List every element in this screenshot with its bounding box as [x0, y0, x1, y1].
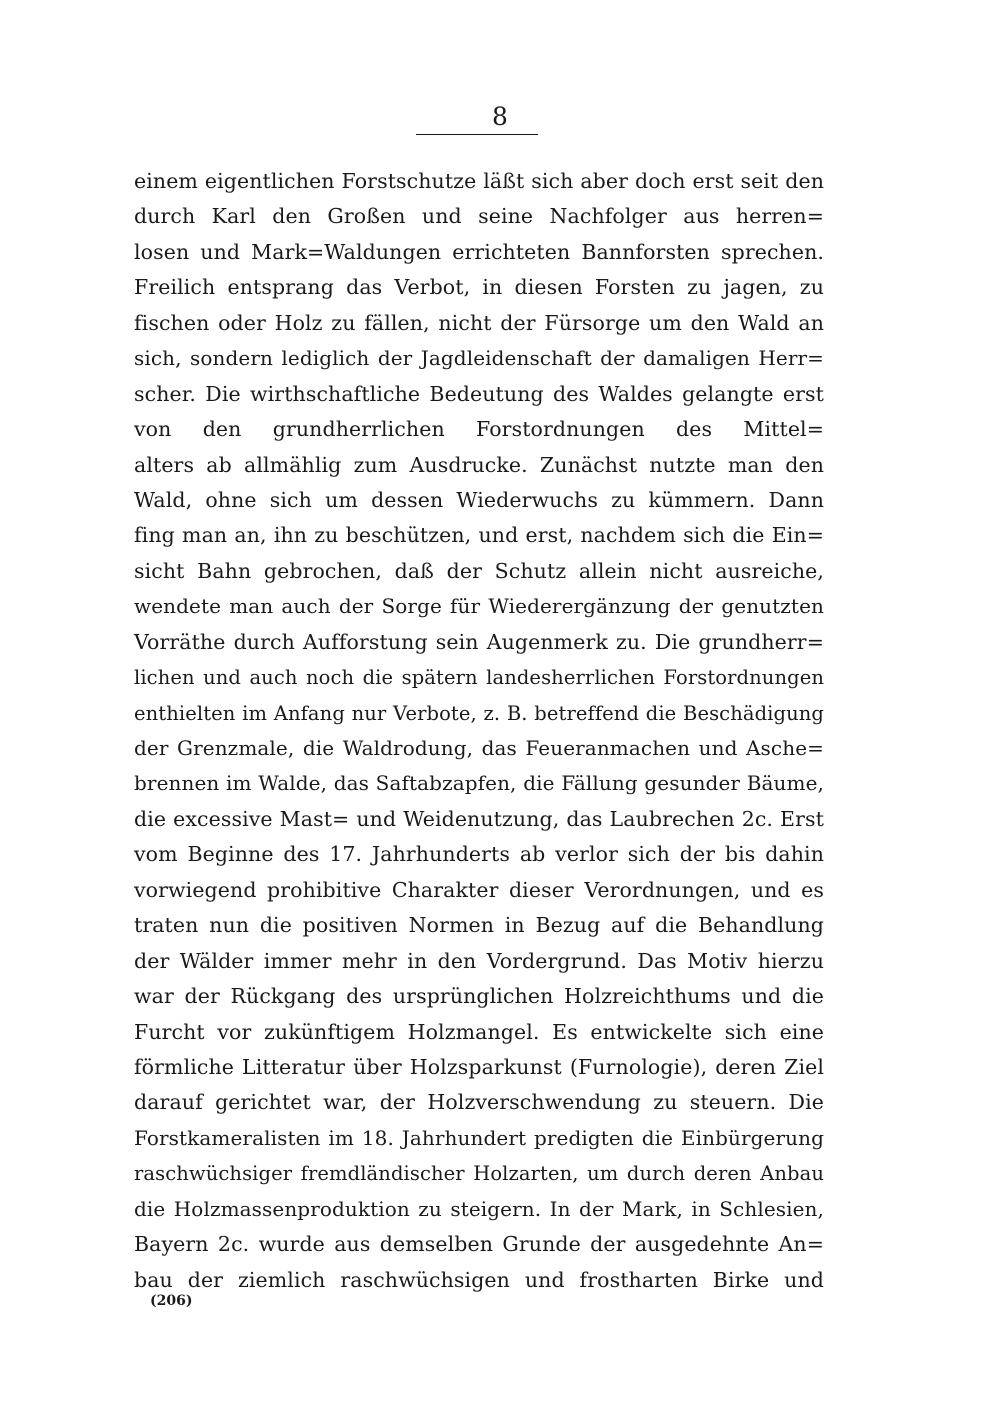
- text-line: einem eigentlichen Forstschutze läßt sich aber doch erst seit den: [134, 169, 824, 193]
- text-line: scher. Die wirthschaftliche Bedeutung des Waldes gelangte erst: [134, 381, 824, 406]
- text-line: war der Rückgang des ursprünglichen Holzreichthums und die: [134, 984, 824, 1009]
- text-line: Bayern 2c. wurde aus demselben Grunde der ausgedehnte An=: [134, 1232, 824, 1257]
- text-line: der Wälder immer mehr in den Vordergrund. Das Motiv hierzu: [134, 948, 824, 973]
- body-text: [134, 164, 824, 1298]
- text-line: bau der ziemlich raschwüchsigen und frostharten Birke und: [134, 1267, 824, 1292]
- text-line: förmliche Litteratur über Holzsparkunst (Furnologie), deren Ziel: [134, 1054, 824, 1079]
- text-line: darauf gerichtet war, der Holzverschwendung zu steuern. Die: [134, 1090, 824, 1115]
- header-rule: [416, 134, 538, 135]
- text-line: fischen oder Holz zu fällen, nicht der Fürsorge um den Wald an: [134, 310, 824, 335]
- text-line: sicht Bahn gebrochen, daß der Schutz allein nicht ausreiche,: [134, 558, 824, 583]
- text-line: Vorräthe durch Aufforstung sein Augenmerk zu. Die grundherr=: [134, 629, 824, 654]
- text-line: von den grundherrlichen Forstordnungen des Mittel=: [134, 417, 824, 442]
- printer-signature: (206): [150, 1293, 193, 1309]
- text-line: vorwiegend prohibitive Charakter dieser Verordnungen, und es: [134, 877, 824, 902]
- text-line: enthielten im Anfang nur Verbote, z. B. betreffend die Beschädigung: [134, 701, 824, 725]
- text-line: brennen im Walde, das Saftabzapfen, die Fällung gesunder Bäume,: [134, 771, 824, 796]
- text-line: Wald, ohne sich um dessen Wiederwuchs zu kümmern. Dann: [134, 487, 824, 512]
- text-line: sich, sondern lediglich der Jagdleidenschaft der damaligen Herr=: [134, 346, 824, 371]
- text-line: der Grenzmale, die Waldrodung, das Feueranmachen und Asche=: [134, 736, 824, 760]
- text-line: vom Beginne des 17. Jahrhunderts ab verlor sich der bis dahin: [134, 842, 824, 867]
- text-line: lichen und auch noch die spätern landesherrlichen Forstordnungen: [134, 666, 824, 690]
- text-line: wendete man auch der Sorge für Wiederergänzung der genutzten: [134, 594, 824, 619]
- text-line: losen und Mark=Waldungen errichteten Bannforsten sprechen.: [134, 239, 824, 264]
- text-line: raschwüchsiger fremdländischer Holzarten, um durch deren Anbau: [134, 1162, 824, 1186]
- text-line: traten nun die positiven Normen in Bezug auf die Behandlung: [134, 913, 824, 938]
- text-line: fing man an, ihn zu beschützen, und erst, nachdem sich die Ein=: [134, 523, 824, 548]
- text-line: die Holzmassenproduktion zu steigern. In der Mark, in Schlesien,: [134, 1196, 824, 1221]
- text-line: Forstkameralisten im 18. Jahrhundert predigten die Einbürgerung: [134, 1125, 824, 1150]
- text-line: alters ab allmählig zum Ausdrucke. Zunächst nutzte man den: [134, 452, 824, 477]
- text-line: Furcht vor zukünftigem Holzmangel. Es entwickelte sich eine: [134, 1019, 824, 1044]
- text-line: die excessive Mast= und Weidenutzung, das Laubrechen 2c. Erst: [134, 806, 824, 831]
- text-line: durch Karl den Großen und seine Nachfolger aus herren=: [134, 204, 824, 229]
- page-number: 8: [492, 102, 508, 131]
- text-line: Freilich entsprang das Verbot, in diesen Forsten zu jagen, zu: [134, 275, 824, 300]
